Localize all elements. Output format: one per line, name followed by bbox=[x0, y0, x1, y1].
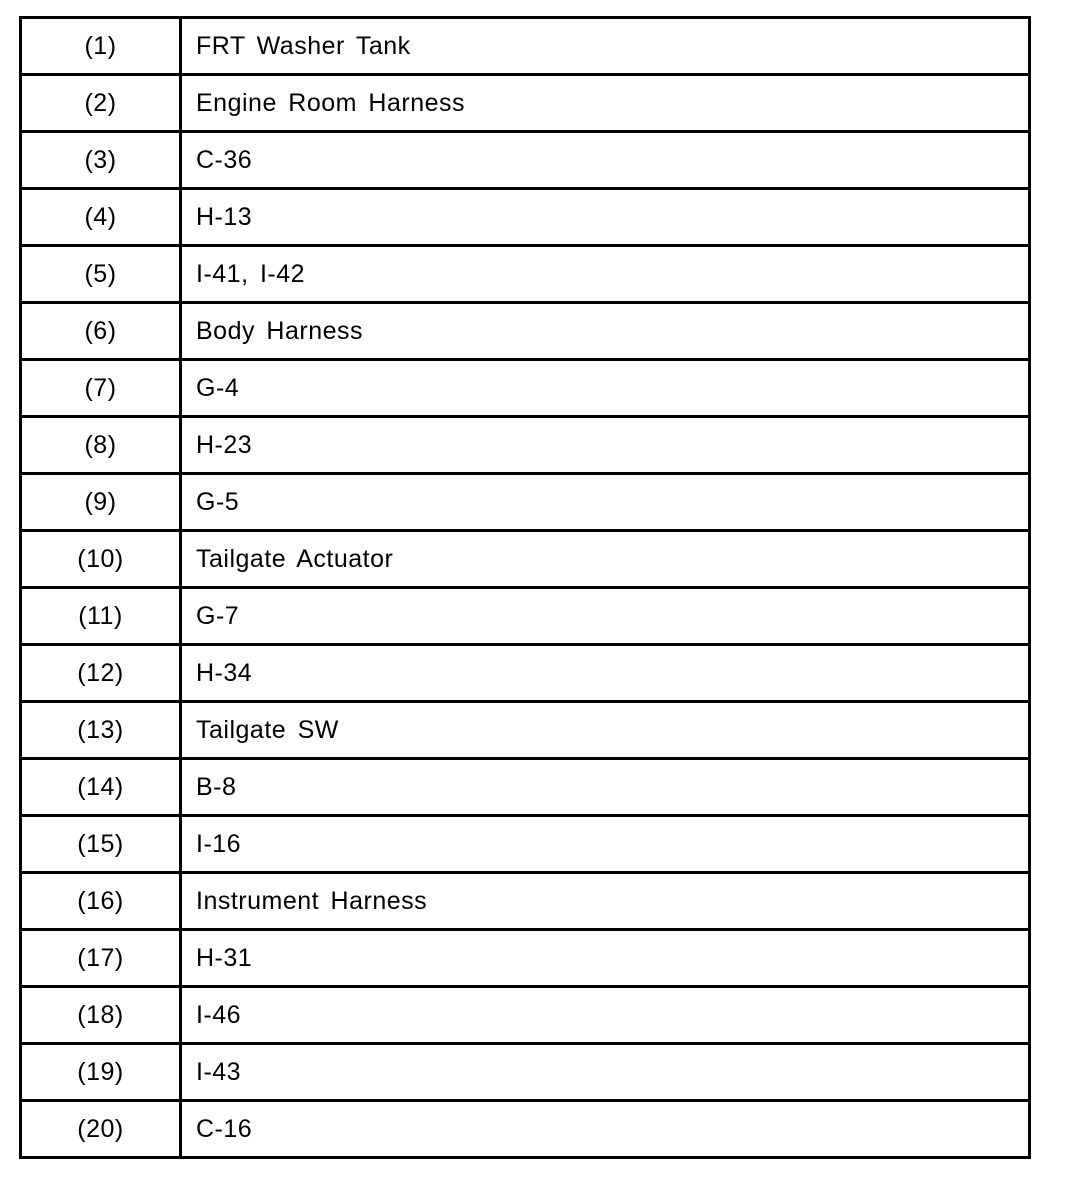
row-number: (15) bbox=[21, 816, 181, 873]
row-number: (5) bbox=[21, 246, 181, 303]
component-name: H-13 bbox=[181, 189, 1030, 246]
component-name: Tailgate SW bbox=[181, 702, 1030, 759]
table-row bbox=[21, 531, 1030, 588]
row-number: (13) bbox=[21, 702, 181, 759]
row-number: (12) bbox=[21, 645, 181, 702]
row-number: (4) bbox=[21, 189, 181, 246]
table-row bbox=[21, 18, 1030, 75]
component-name: G-7 bbox=[181, 588, 1030, 645]
component-name: I-16 bbox=[181, 816, 1030, 873]
row-number: (11) bbox=[21, 588, 181, 645]
row-number: (10) bbox=[21, 531, 181, 588]
component-name: Body Harness bbox=[181, 303, 1030, 360]
table-row bbox=[21, 816, 1030, 873]
table-row bbox=[21, 303, 1030, 360]
table-row bbox=[21, 588, 1030, 645]
row-number: (7) bbox=[21, 360, 181, 417]
row-number: (2) bbox=[21, 75, 181, 132]
row-number: (16) bbox=[21, 873, 181, 930]
component-legend-table bbox=[19, 16, 1031, 1159]
component-name: G-4 bbox=[181, 360, 1030, 417]
table-row bbox=[21, 189, 1030, 246]
table-row bbox=[21, 645, 1030, 702]
component-name: C-36 bbox=[181, 132, 1030, 189]
table-row bbox=[21, 246, 1030, 303]
row-number: (8) bbox=[21, 417, 181, 474]
row-number: (19) bbox=[21, 1044, 181, 1101]
row-number: (14) bbox=[21, 759, 181, 816]
component-name: H-31 bbox=[181, 930, 1030, 987]
row-number: (1) bbox=[21, 18, 181, 75]
component-name: G-5 bbox=[181, 474, 1030, 531]
component-name: Instrument Harness bbox=[181, 873, 1030, 930]
component-name: H-23 bbox=[181, 417, 1030, 474]
table-row bbox=[21, 474, 1030, 531]
row-number: (6) bbox=[21, 303, 181, 360]
row-number: (17) bbox=[21, 930, 181, 987]
component-name: I-43 bbox=[181, 1044, 1030, 1101]
component-name: I-46 bbox=[181, 987, 1030, 1044]
table-row bbox=[21, 702, 1030, 759]
table-row bbox=[21, 1044, 1030, 1101]
table-row bbox=[21, 360, 1030, 417]
legend-table-body bbox=[21, 18, 1030, 1158]
table-row bbox=[21, 132, 1030, 189]
row-number: (9) bbox=[21, 474, 181, 531]
table-row bbox=[21, 417, 1030, 474]
component-name: Engine Room Harness bbox=[181, 75, 1030, 132]
row-number: (3) bbox=[21, 132, 181, 189]
table-row bbox=[21, 873, 1030, 930]
table-row bbox=[21, 987, 1030, 1044]
component-name: B-8 bbox=[181, 759, 1030, 816]
table-row bbox=[21, 1101, 1030, 1158]
component-name: H-34 bbox=[181, 645, 1030, 702]
component-name: I-41, I-42 bbox=[181, 246, 1030, 303]
table-row bbox=[21, 759, 1030, 816]
component-name: C-16 bbox=[181, 1101, 1030, 1158]
table-row bbox=[21, 75, 1030, 132]
component-name: FRT Washer Tank bbox=[196, 31, 411, 60]
row-number: (18) bbox=[21, 987, 181, 1044]
table-row bbox=[21, 930, 1030, 987]
component-name: Tailgate Actuator bbox=[181, 531, 1030, 588]
row-number: (20) bbox=[21, 1101, 181, 1158]
